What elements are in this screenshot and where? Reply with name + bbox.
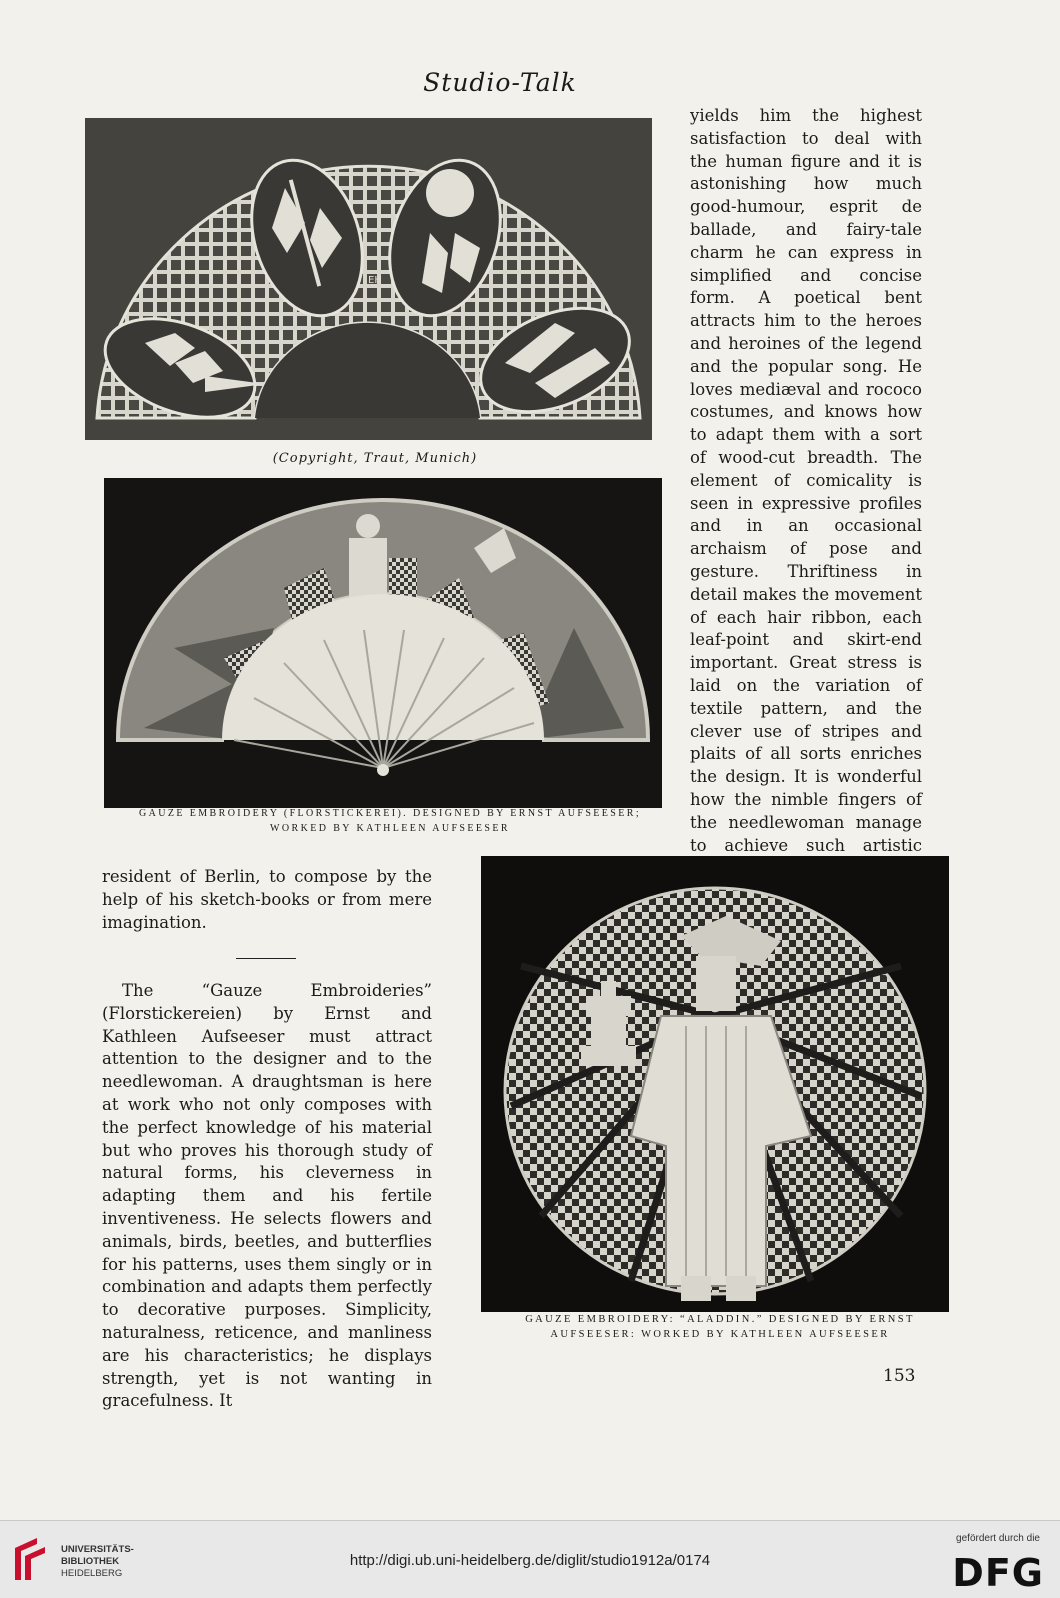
institution-line2: BIBLIOTHEK (61, 1556, 120, 1567)
institution-line1: UNIVERSITÄTS- (61, 1544, 134, 1555)
left-column-para2: The “Gauze Embroideries” (Florstickereien) by Ernst and Kathleen Aufseeser must attract attention to the designer and to the needlewoman. A draughtsman is here at work who not only composes with the perfect knowledge of his material but who proves his thorough study of natural forms, his cleverness in adapting them and his fertile inventiveness. He selects flowers and animals, birds, beetles, and butterflies for his patterns, uses them singly or in combination and adapts them perfectly to decorative purposes. Simplicity, naturalness, reticence, and manliness are his characteristics; he displays strength, yet is not wanting in gracefulness. It (102, 981, 432, 1411)
lace-fan-image (85, 118, 652, 440)
fan2-caption-line1: GAUZE EMBROIDERY (FLORSTICKEREI). DESIGNED BY ERNST AUFSEESER; (138, 808, 642, 819)
right-text-column (690, 105, 922, 880)
left-text-column (102, 866, 432, 934)
aladdin-caption (470, 1312, 970, 1342)
aladdin-caption-line1: GAUZE EMBROIDERY: “ALADDIN.” DESIGNED BY ERNST (525, 1314, 915, 1325)
fan2-caption-line2: WORKED BY KATHLEEN AUFSEESER (270, 823, 510, 834)
figure-fan-with-figures (104, 478, 662, 808)
page-number: 153 (883, 1366, 916, 1386)
dfg-logo: DFG (952, 1551, 1044, 1595)
fan2-caption (95, 806, 685, 836)
right-column-paragraph: yields him the highest satisfaction to deal with the human figure and it is astonishing how much good-humour, esprit de ballade, and fairy-tale charm he can express in simplified and concise form. A poetical bent attracts him to the heroes and heroines of the legend and the popular song. He loves mediæval and rococo costumes, and knows how to adapt them with a sort of wood-cut breadth. The element of comicality is seen in expressive profiles and in an occasional archaism of pose and gesture. Thriftiness in detail makes the movement of each hair ribbon, each leaf-point and skirt-end important. Great stress is laid on the variation of textile pattern, and the clever use of stripes and plaits of all sorts enriches the design. It is wonderful how the nimble fingers of the needlewoman manage to achieve such artistic (690, 106, 922, 855)
figure-aladdin-embroidery (481, 856, 949, 1312)
figures-fan-image (104, 478, 662, 808)
viewer-footer (0, 1520, 1060, 1598)
left-column-para1: resident of Berlin, to compose by the help of his sketch-books or from mere imagination. (102, 867, 432, 932)
aladdin-image (481, 856, 949, 1312)
figure-lace-fan-flowers (85, 118, 652, 440)
monogram-text: EH (368, 275, 382, 286)
aladdin-caption-line2: AUFSEESER: WORKED BY KATHLEEN AUFSEESER (550, 1329, 890, 1340)
page-header-title: Studio-Talk (423, 68, 577, 97)
document-url-link[interactable]: http://digi.ub.uni-heidelberg.de/diglit/studio1912a/0174 (349, 1552, 711, 1569)
left-text-column-2 (102, 980, 432, 1413)
section-divider (236, 958, 296, 959)
funded-by-label: gefördert durch die (956, 1533, 1040, 1544)
fan1-credit: (Copyright, Traut, Munich) (272, 451, 478, 466)
institution-line3: HEIDELBERG (61, 1568, 123, 1579)
